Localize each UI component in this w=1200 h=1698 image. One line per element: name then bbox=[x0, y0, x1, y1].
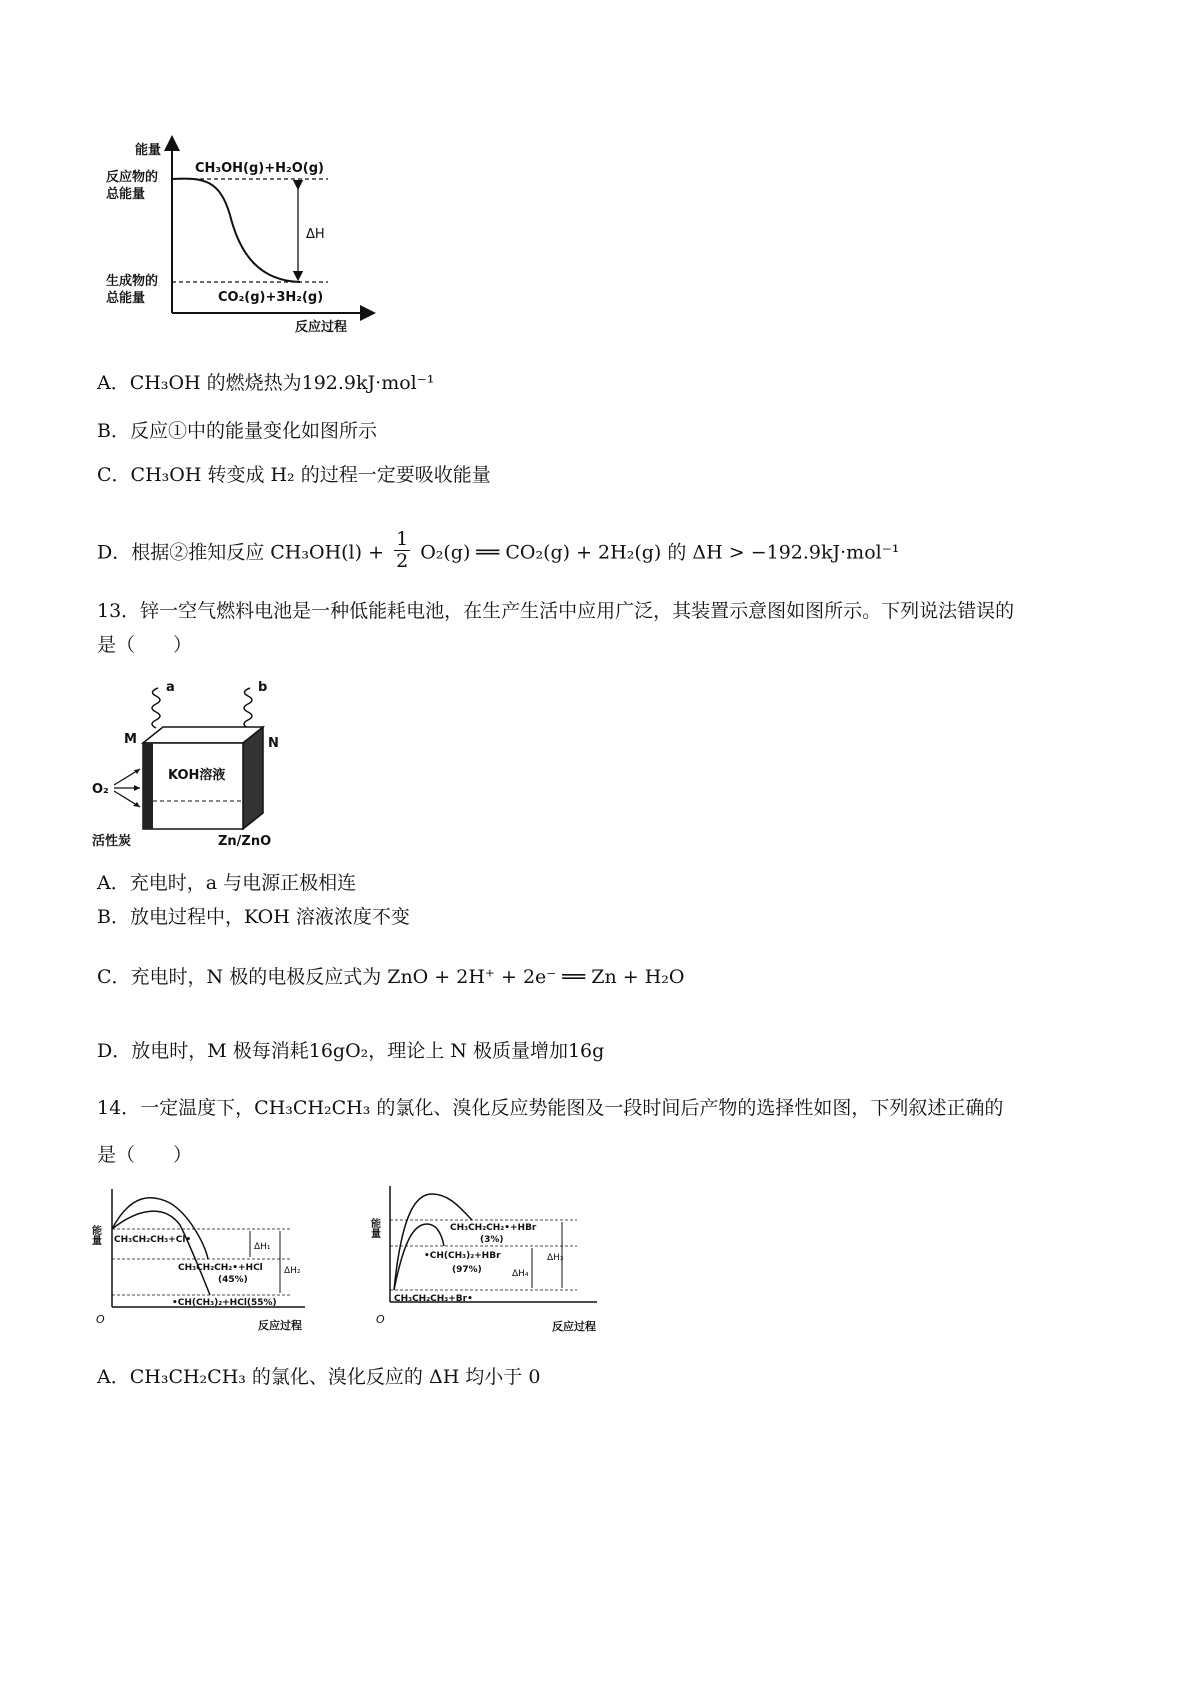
x-axis-label: 反应过程 bbox=[295, 320, 348, 335]
q12-option-c: C．CH₃OH 转变成 H₂ 的过程一定要吸收能量 bbox=[97, 464, 491, 486]
y-axis-label: 能量 bbox=[135, 143, 162, 158]
q13-stem-cont: 是（ ） bbox=[97, 634, 193, 656]
q13-option-b: B．放电过程中，KOH 溶液浓度不变 bbox=[97, 906, 410, 928]
svg-text:(45%): (45%) bbox=[218, 1275, 248, 1285]
q13-option-a: A．充电时，a 与电源正极相连 bbox=[97, 872, 357, 894]
svg-text:ΔH₂: ΔH₂ bbox=[284, 1266, 301, 1276]
q12-option-d: D．根据②推知反应 CH₃OH(l) + $\frac{1}{2}$ O₂(g) ══ CO₂(g) + 2H₂(g) 的 ΔH > −192.9kJ·mol⁻¹ bbox=[97, 528, 900, 572]
svg-text:O₂: O₂ bbox=[92, 782, 109, 797]
svg-text:a: a bbox=[166, 680, 175, 695]
svg-text:ΔH₁: ΔH₁ bbox=[254, 1242, 271, 1252]
q13-option-c: C．充电时，N 极的电极反应式为 ZnO + 2H⁺ + 2e⁻ ══ Zn + H₂O bbox=[97, 966, 685, 988]
svg-text:反应物的: 反应物的 bbox=[106, 170, 159, 185]
svg-text:反应过程: 反应过程 bbox=[258, 1319, 302, 1332]
q14-stem-cont: 是（ ） bbox=[97, 1144, 193, 1166]
svg-text:总能量: 总能量 bbox=[106, 291, 146, 306]
svg-text:CH₃CH₂CH₃+Br•: CH₃CH₂CH₃+Br• bbox=[394, 1294, 473, 1304]
svg-text:CH₃CH₂CH₂•+HCl: CH₃CH₂CH₂•+HCl bbox=[178, 1263, 263, 1273]
electrode-m bbox=[143, 743, 153, 829]
bromination-energy-diagram bbox=[368, 1180, 612, 1335]
fraction: $\frac{1}{2}$ bbox=[396, 528, 409, 572]
svg-text:活性炭: 活性炭 bbox=[92, 834, 132, 849]
svg-text:(3%): (3%) bbox=[480, 1235, 504, 1245]
svg-text:生成物的: 生成物的 bbox=[106, 274, 159, 289]
svg-text:N: N bbox=[268, 736, 279, 751]
svg-text:•CH(CH₃)₂+HCl(55%): •CH(CH₃)₂+HCl(55%) bbox=[172, 1298, 277, 1308]
svg-text:M: M bbox=[124, 732, 137, 747]
svg-text:O: O bbox=[96, 1313, 105, 1326]
svg-text:反应过程: 反应过程 bbox=[552, 1320, 596, 1333]
svg-text:能量: 能量 bbox=[368, 1218, 380, 1238]
reactants-label: CH₃OH(g)+H₂O(g) bbox=[195, 161, 324, 176]
svg-text:CH₃CH₂CH₃+Cl•: CH₃CH₂CH₃+Cl• bbox=[114, 1235, 192, 1245]
q14-stem: 14．一定温度下，CH₃CH₂CH₃ 的氯化、溴化反应势能图及一段时间后产物的选择性如图，下列叙述正确的 bbox=[97, 1097, 1004, 1119]
koh-label: KOH溶液 bbox=[168, 768, 226, 783]
q12-option-b: B．反应①中的能量变化如图所示 bbox=[97, 420, 377, 442]
svg-text:总能量: 总能量 bbox=[106, 187, 146, 202]
zinc-air-battery-diagram bbox=[88, 673, 288, 853]
products-label: CO₂(g)+3H₂(g) bbox=[218, 290, 324, 305]
svg-text:ΔH₄: ΔH₄ bbox=[512, 1269, 529, 1279]
electrode-n bbox=[243, 727, 263, 829]
svg-text:CH₃CH₂CH₂•+HBr: CH₃CH₂CH₂•+HBr bbox=[450, 1223, 537, 1233]
energy-curve bbox=[172, 179, 300, 282]
svg-text:b: b bbox=[258, 680, 268, 695]
q14-option-a: A．CH₃CH₂CH₃ 的氯化、溴化反应的 ΔH 均小于 0 bbox=[97, 1366, 541, 1388]
svg-text:O: O bbox=[376, 1313, 385, 1326]
q12-option-a: A．CH₃OH 的燃烧热为192.9kJ·mol⁻¹ bbox=[97, 372, 435, 394]
svg-text:Zn/ZnO: Zn/ZnO bbox=[218, 834, 272, 849]
chlorination-energy-diagram bbox=[90, 1185, 320, 1335]
svg-text:•CH(CH₃)₂+HBr: •CH(CH₃)₂+HBr bbox=[424, 1251, 501, 1261]
svg-text:能量: 能量 bbox=[89, 1225, 101, 1245]
q13-stem: 13．锌一空气燃料电池是一种低能耗电池，在生产生活中应用广泛，其装置示意图如图所示。下列说法错误的 bbox=[97, 600, 1015, 622]
q13-option-d: D．放电时，M 极每消耗16gO₂，理论上 N 极质量增加16g bbox=[97, 1040, 605, 1062]
svg-text:(97%): (97%) bbox=[452, 1265, 482, 1275]
delta-h-label: ΔH bbox=[306, 227, 325, 242]
energy-diagram-methanol bbox=[100, 135, 380, 335]
svg-text:ΔH₃: ΔH₃ bbox=[547, 1253, 564, 1263]
